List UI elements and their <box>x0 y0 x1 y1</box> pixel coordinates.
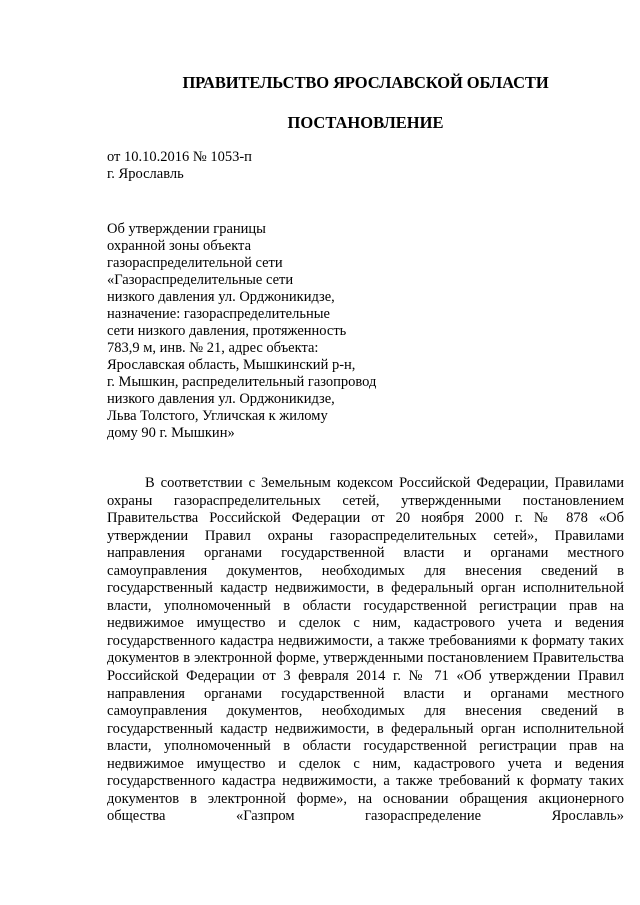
subject-line: газораспределительной сети <box>107 255 283 271</box>
subject-line: назначение: газораспределительные <box>107 306 330 322</box>
date-and-number: от 10.10.2016 № 1053-п <box>107 149 252 165</box>
city-line: г. Ярославль <box>107 166 184 182</box>
document-meta <box>107 149 252 183</box>
body-paragraph: В соответствии с Земельным кодексом Российской Федерации, Правилами охраны газораспределительных сетей, утвержденными постановлением Правительства Российской Федерации от 20 ноября 2000 г. № 878 «Об утверждении Правил охраны газораспределительных сетей», Правилами направления органами государственной власти и органами местного самоуправления документов, необходимых для внесения сведений в государственный кадастр недвижимости, в федеральный орган исполнительной власти, уполномоченный в области государственной регистрации прав на недвижимое имущество и сделок с ним, кадастрового учета и ведения государственного кадастра недвижимости, а также требованиями к формату таких документов в электронной форме, утвержденными постановлением Правительства Российской Федерации от 3 февраля 2014 г. № 71 «Об утверждении Правил направления органами государственной власти и органами местного самоуправления документов, необходимых для внесения сведений в государственный кадастр недвижимости, в федеральный орган исполнительной власти, уполномоченный в области государственной регистрации прав на недвижимое имущество и сделок с ним, кадастрового учета и ведения государственного кадастра недвижимости, а также требований к формату таких документов в электронной форме», на основании обращения акционерного общества «Газпром газораспределение Ярославль» <box>107 475 624 825</box>
document-subject <box>107 221 437 442</box>
subject-line: низкого давления ул. Орджоникидзе, <box>107 289 335 305</box>
subject-line: «Газораспределительные сети <box>107 272 294 288</box>
subject-line: охранной зоны объекта <box>107 238 252 254</box>
subject-line: г. Мышкин, распределительный газопровод <box>107 374 377 390</box>
subject-line: низкого давления ул. Орджоникидзе, <box>107 391 335 407</box>
subject-line: 783,9 м, инв. № 21, адрес объекта: <box>107 340 319 356</box>
document-body <box>107 475 624 826</box>
subject-line: Льва Толстого, Угличская к жилому <box>107 408 328 424</box>
document-type-title: ПОСТАНОВЛЕНИЕ <box>287 113 444 132</box>
government-title: ПРАВИТЕЛЬСТВО ЯРОСЛАВСКОЙ ОБЛАСТИ <box>182 73 549 92</box>
subject-line: Об утверждении границы <box>107 221 266 237</box>
subject-line: дому 90 г. Мышкин» <box>107 425 235 441</box>
subject-line: сети низкого давления, протяженность <box>107 323 347 339</box>
subject-line: Ярославская область, Мышкинский р-н, <box>107 357 356 373</box>
